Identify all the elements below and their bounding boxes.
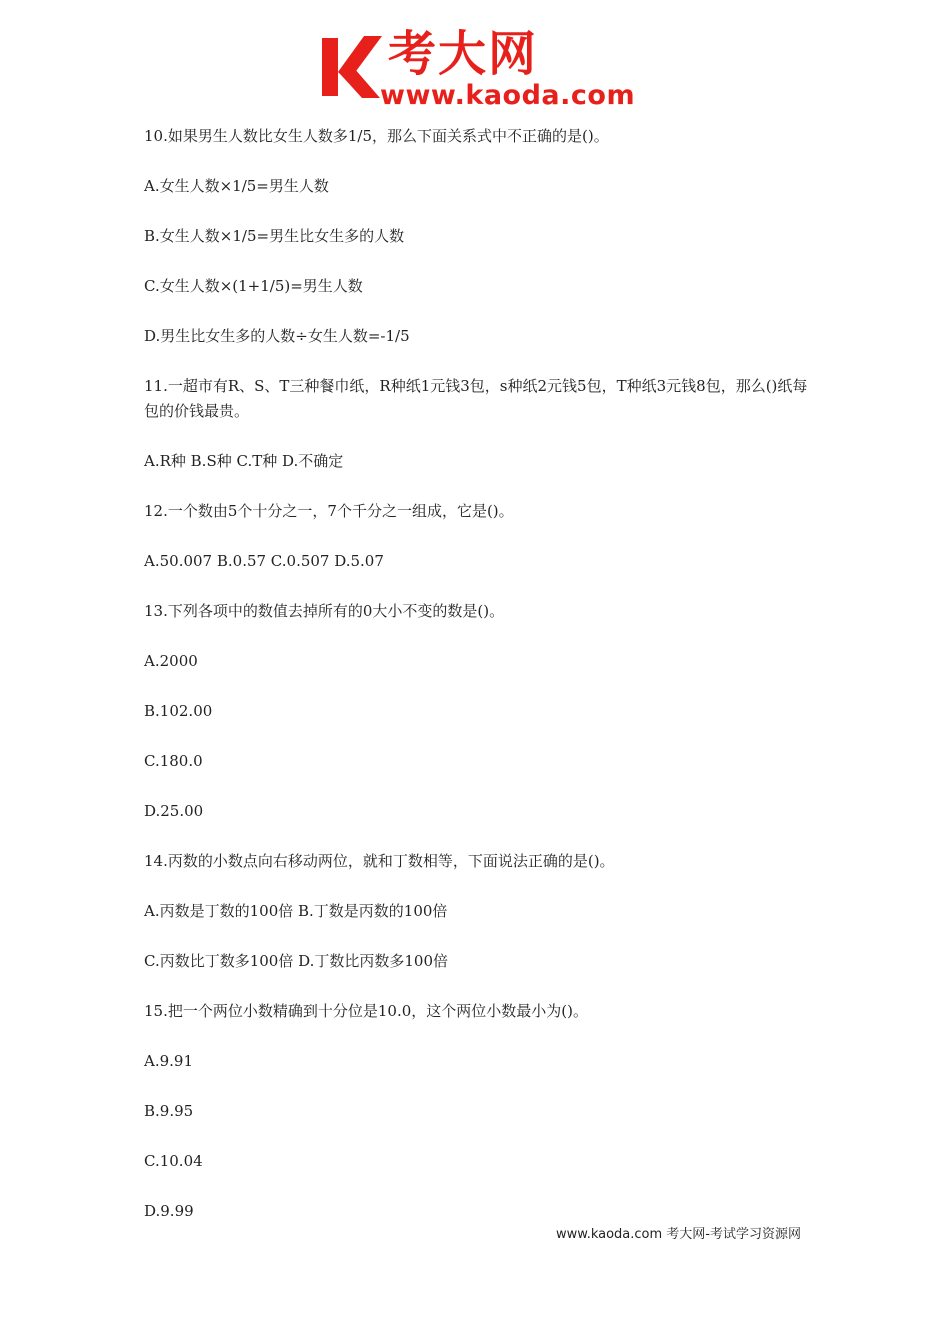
option-13a: A.2000	[144, 652, 198, 670]
options-14cd: C.丙数比丁数多100倍 D.丁数比丙数多100倍	[144, 952, 449, 970]
question-13: 13.下列各项中的数值去掉所有的0大小不变的数是()。	[144, 602, 505, 620]
kaoda-logo	[318, 28, 648, 112]
question-10: 10.如果男生人数比女生人数多1/5，那么下面关系式中不正确的是()。	[144, 127, 609, 145]
option-15b: B.9.95	[144, 1102, 194, 1120]
option-10a: A.女生人数×1/5=男生人数	[144, 177, 329, 195]
logo-chinese-name: 考大网	[388, 26, 539, 82]
question-11: 11.一超市有R、S、T三种餐巾纸，R种纸1元钱3包，s种纸2元钱5包，T种纸3元钱8包，那么()纸每包的价钱最贵。	[144, 377, 808, 420]
logo-url: www.kaoda.com	[380, 80, 636, 111]
options-14ab: A.丙数是丁数的100倍 B.丁数是丙数的100倍	[144, 902, 448, 920]
option-15c: C.10.04	[144, 1152, 203, 1170]
options-12: A.50.007 B.0.57 C.0.507 D.5.07	[144, 552, 384, 570]
option-15d: D.9.99	[144, 1202, 194, 1220]
option-13b: B.102.00	[144, 702, 213, 720]
question-12: 12.一个数由5个十分之一，7个千分之一组成，它是()。	[144, 502, 514, 520]
footer-text: www.kaoda.com 考大网-考试学习资源网	[556, 1227, 801, 1242]
question-15: 15.把一个两位小数精确到十分位是10.0，这个两位小数最小为()。	[144, 1002, 588, 1020]
question-14: 14.丙数的小数点向右移动两位，就和丁数相等，下面说法正确的是()。	[144, 852, 615, 870]
option-15a: A.9.91	[144, 1052, 193, 1070]
option-10c: C.女生人数×(1+1/5)=男生人数	[144, 277, 363, 295]
option-10b: B.女生人数×1/5=男生比女生多的人数	[144, 227, 405, 245]
option-13d: D.25.00	[144, 802, 204, 820]
option-13c: C.180.0	[144, 752, 203, 770]
option-10d: D.男生比女生多的人数÷女生人数=-1/5	[144, 327, 410, 345]
options-11: A.R种 B.S种 C.T种 D.不确定	[144, 452, 344, 470]
k-logo-icon	[318, 32, 388, 102]
question-list	[144, 124, 814, 1249]
